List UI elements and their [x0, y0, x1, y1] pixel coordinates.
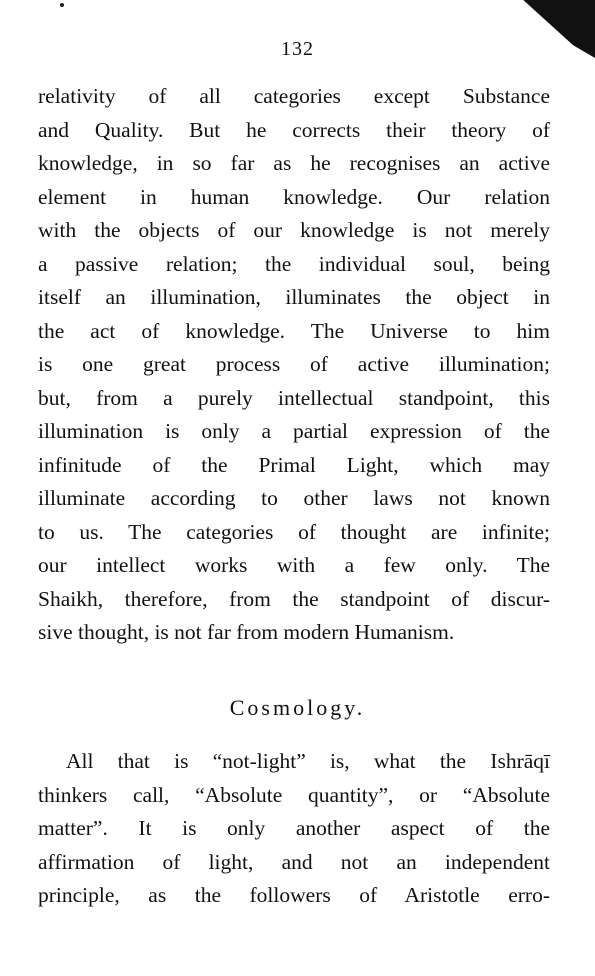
- text-line: illuminate according to other laws not known: [38, 486, 550, 510]
- section-heading: Cosmology.: [229, 695, 366, 720]
- text-line: element in human knowledge. Our relation: [38, 184, 550, 209]
- text-line: itself an illumination, illuminates the object in: [38, 285, 550, 309]
- ink-speck: [60, 3, 64, 7]
- text-line: with the objects of our knowledge is not merely: [38, 218, 550, 242]
- text-line: knowledge, in so far as he recognises an active: [38, 151, 550, 175]
- paragraph-2: [38, 745, 550, 913]
- text-line: but, from a purely intellectual standpoint, this: [38, 385, 550, 410]
- text-line: thinkers call, “Absolute quantity”, or “Absolute: [38, 782, 550, 807]
- text-line: sive thought, is not far from modern Humanism.: [38, 620, 455, 644]
- text-line: the act of knowledge. The Universe to him: [38, 318, 550, 343]
- text-line: All that is “not-light” is, what the Ishrāqī: [66, 749, 550, 773]
- text-line: principle, as the followers of Aristotle erro-: [38, 883, 550, 907]
- text-line: illumination is only a partial expression of the: [38, 419, 550, 443]
- text-line: Shaikh, therefore, from the standpoint of discur-: [38, 586, 550, 611]
- text-line: a passive relation; the individual soul, being: [38, 251, 550, 276]
- text-line: matter”. It is only another aspect of the: [38, 816, 550, 840]
- text-line: our intellect works with a few only. The: [38, 553, 550, 577]
- text-line: to us. The categories of thought are infinite;: [38, 519, 550, 544]
- page-number: 132: [281, 38, 314, 60]
- text-line: relativity of all categories except Substance: [38, 84, 550, 108]
- text-line: is one great process of active illumination;: [38, 352, 550, 376]
- paragraph-1: [38, 80, 550, 650]
- text-line: and Quality. But he corrects their theory of: [38, 117, 550, 142]
- text-line: affirmation of light, and not an independent: [38, 849, 550, 874]
- text-line: infinitude of the Primal Light, which may: [38, 452, 550, 477]
